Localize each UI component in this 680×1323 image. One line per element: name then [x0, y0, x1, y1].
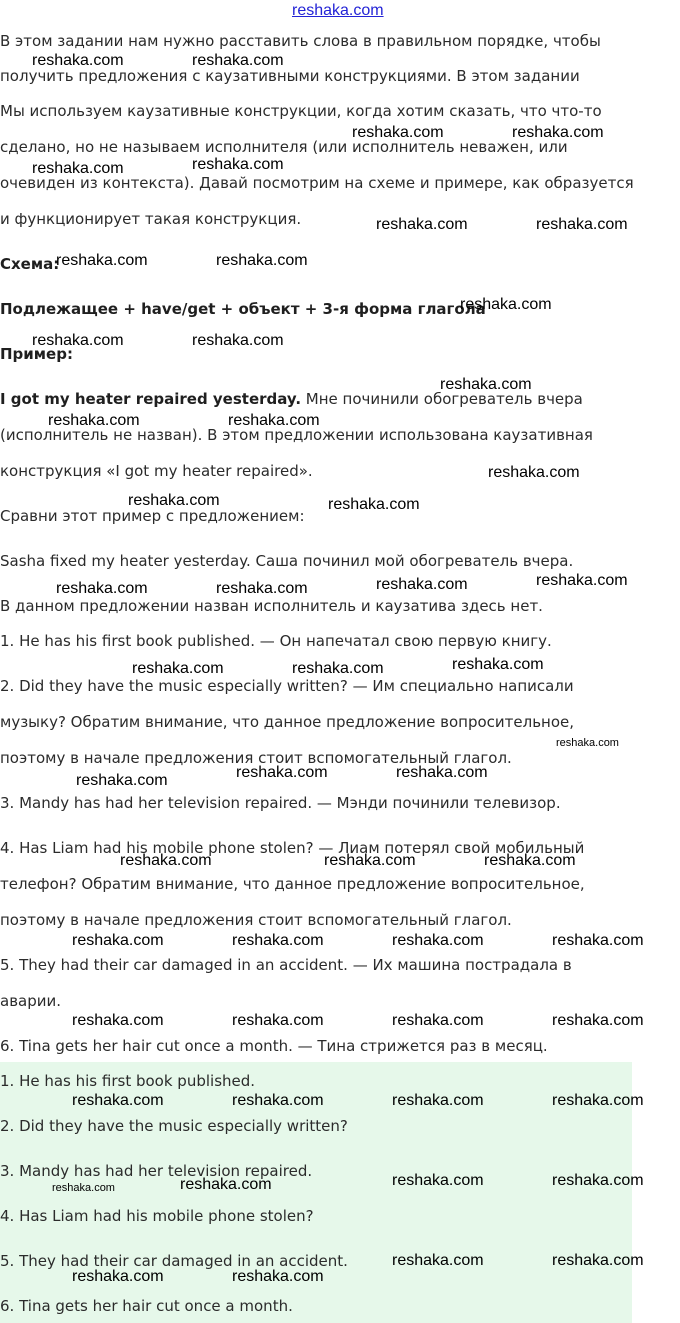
example-label: Пример:: [0, 345, 73, 363]
intro-line-4: сделано, но не называем исполнителя (или исполнитель неважен, или: [0, 138, 568, 156]
watermark: reshaka.com: [556, 737, 619, 749]
watermark: reshaka.com: [32, 332, 124, 349]
watermark: reshaka.com: [192, 332, 284, 349]
watermark: reshaka.com: [452, 656, 544, 673]
watermark: reshaka.com: [192, 156, 284, 173]
watermark: reshaka.com: [236, 764, 328, 781]
watermark: reshaka.com: [552, 932, 644, 949]
watermark: reshaka.com: [392, 1092, 484, 1109]
watermark: reshaka.com: [460, 296, 552, 313]
intro-line-5: очевиден из контекста). Давай посмотрим на схеме и примере, как образуется: [0, 174, 634, 192]
watermark: reshaka.com: [392, 1172, 484, 1189]
watermark: reshaka.com: [328, 496, 420, 513]
example-translation: Мне починили обогреватель вчера: [301, 390, 583, 408]
watermark: reshaka.com: [392, 1252, 484, 1269]
answer-4: 4. Has Liam had his mobile phone stolen?: [0, 1207, 314, 1225]
scheme-label: Схема:: [0, 255, 60, 273]
watermark: reshaka.com: [180, 1176, 272, 1193]
watermark: reshaka.com: [128, 492, 220, 509]
watermark: reshaka.com: [72, 1012, 164, 1029]
watermark: reshaka.com: [396, 764, 488, 781]
watermark: reshaka.com: [376, 576, 468, 593]
item-1: 1. He has his first book published. — Он напечатал свою первую книгу.: [0, 632, 552, 650]
watermark: reshaka.com: [192, 52, 284, 69]
watermark: reshaka.com: [32, 52, 124, 69]
watermark: reshaka.com: [232, 1092, 324, 1109]
watermark: reshaka.com: [552, 1012, 644, 1029]
watermark: reshaka.com: [484, 852, 576, 869]
item-5-line-2: аварии.: [0, 992, 62, 1010]
watermark: reshaka.com: [52, 1182, 115, 1194]
site-link[interactable]: reshaka.com: [292, 2, 384, 19]
watermark: reshaka.com: [228, 412, 320, 429]
watermark: reshaka.com: [552, 1252, 644, 1269]
scheme-formula: Подлежащее + have/get + объект + 3-я форма глагола: [0, 300, 486, 318]
compare-sentence: Sasha fixed my heater yesterday. Саша починил мой обогреватель вчера.: [0, 552, 574, 570]
watermark: reshaka.com: [488, 464, 580, 481]
watermark: reshaka.com: [56, 252, 148, 269]
item-3: 3. Mandy has had her television repaired. — Мэнди починили телевизор.: [0, 794, 561, 812]
example-line-3: конструкция «I got my heater repaired».: [0, 462, 313, 480]
watermark: reshaka.com: [232, 1268, 324, 1285]
watermark: reshaka.com: [216, 580, 308, 597]
watermark: reshaka.com: [56, 580, 148, 597]
watermark: reshaka.com: [536, 216, 628, 233]
compare-note: В данном предложении назван исполнитель и каузатива здесь нет.: [0, 597, 543, 615]
watermark: reshaka.com: [232, 932, 324, 949]
item-4-line-3: поэтому в начале предложения стоит вспомогательный глагол.: [0, 911, 512, 929]
watermark: reshaka.com: [72, 932, 164, 949]
watermark: reshaka.com: [512, 124, 604, 141]
intro-line-2: получить предложения с каузативными конструкциями. В этом задании: [0, 67, 580, 85]
watermark: reshaka.com: [552, 1092, 644, 1109]
intro-line-3: Мы используем каузативные конструкции, когда хотим сказать, что что-то: [0, 102, 602, 120]
item-4-line-2: телефон? Обратим внимание, что данное предложение вопросительное,: [0, 875, 585, 893]
watermark: reshaka.com: [552, 1172, 644, 1189]
watermark: reshaka.com: [392, 1012, 484, 1029]
answer-5: 5. They had their car damaged in an accident.: [0, 1252, 348, 1270]
watermark: reshaka.com: [232, 1012, 324, 1029]
watermark: reshaka.com: [376, 216, 468, 233]
watermark: reshaka.com: [392, 932, 484, 949]
watermark: reshaka.com: [440, 376, 532, 393]
item-4-line-1: 4. Has Liam had his mobile phone stolen? — Лиам потерял свой мобильный: [0, 839, 585, 857]
watermark: reshaka.com: [536, 572, 628, 589]
example-line-2: (исполнитель не назван). В этом предложении использована каузативная: [0, 426, 593, 444]
answer-2: 2. Did they have the music especially written?: [0, 1117, 348, 1135]
watermark: reshaka.com: [72, 1268, 164, 1285]
watermark: reshaka.com: [292, 660, 384, 677]
item-2-line-3: поэтому в начале предложения стоит вспомогательный глагол.: [0, 749, 512, 767]
watermark: reshaka.com: [352, 124, 444, 141]
watermark: reshaka.com: [324, 852, 416, 869]
compare-line: Сравни этот пример с предложением:: [0, 507, 305, 525]
intro-line-6: и функционирует такая конструкция.: [0, 210, 302, 228]
answer-6: 6. Tina gets her hair cut once a month.: [0, 1297, 293, 1315]
watermark: reshaka.com: [120, 852, 212, 869]
watermark: reshaka.com: [132, 660, 224, 677]
answer-1: 1. He has his first book published.: [0, 1072, 256, 1090]
item-2-line-2: музыку? Обратим внимание, что данное предложение вопросительное,: [0, 713, 575, 731]
watermark: reshaka.com: [76, 772, 168, 789]
item-5-line-1: 5. They had their car damaged in an accident. — Их машина пострадала в: [0, 956, 572, 974]
watermark: reshaka.com: [72, 1092, 164, 1109]
intro-line-1: В этом задании нам нужно расставить слова в правильном порядке, чтобы: [0, 32, 601, 50]
watermark: reshaka.com: [216, 252, 308, 269]
example-sentence: I got my heater repaired yesterday.: [0, 390, 302, 408]
watermark: reshaka.com: [48, 412, 140, 429]
answer-3: 3. Mandy has had her television repaired.: [0, 1162, 313, 1180]
item-6: 6. Tina gets her hair cut once a month. — Тина стрижется раз в месяц.: [0, 1037, 548, 1055]
item-2-line-1: 2. Did they have the music especially written? — Им специально написали: [0, 677, 574, 695]
watermark: reshaka.com: [32, 160, 124, 177]
